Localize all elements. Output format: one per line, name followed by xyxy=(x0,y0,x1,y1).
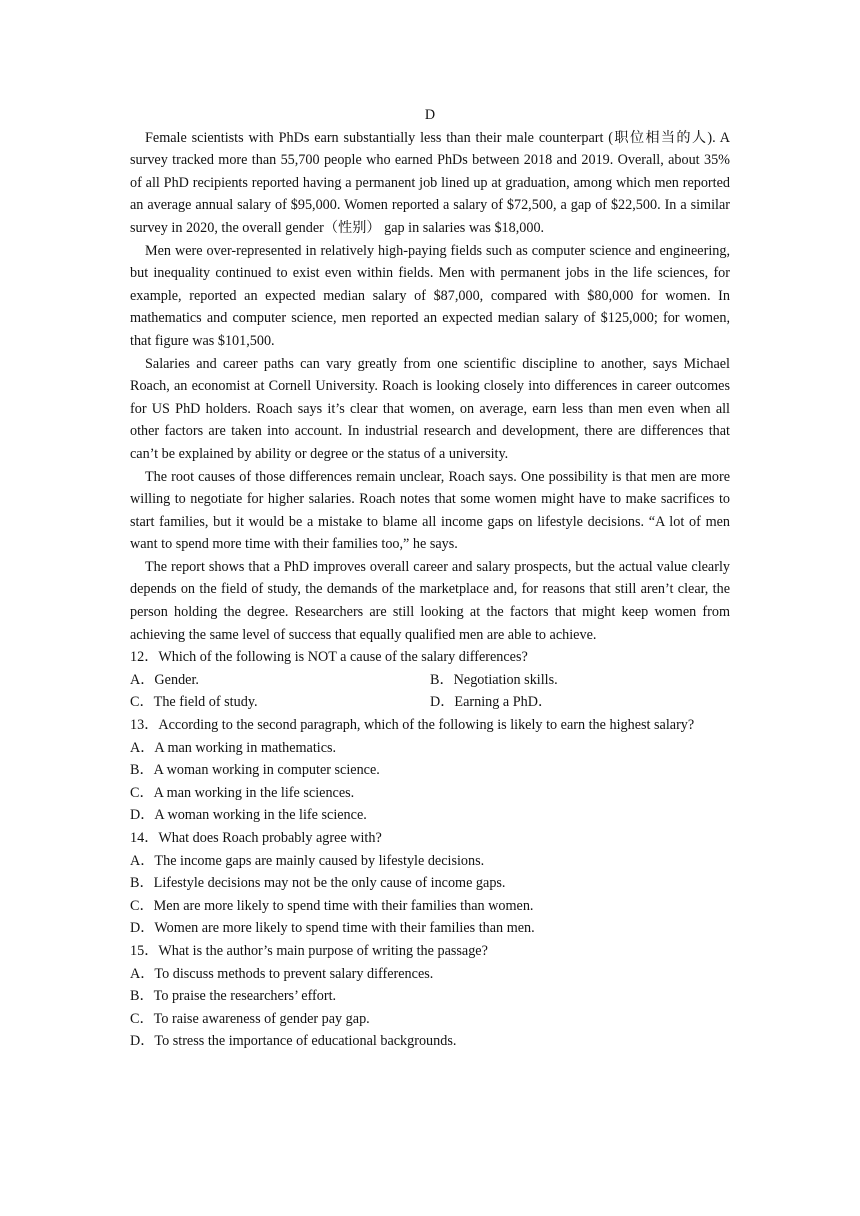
option-d: D．To stress the importance of educational backgrounds. xyxy=(130,1033,457,1050)
question-stem: 12．Which of the following is NOT a cause of the salary differences? xyxy=(130,649,528,666)
question-14 xyxy=(130,827,730,940)
option-d: D．Women are more likely to spend time with their families than men. xyxy=(130,920,535,937)
option-a: A．Gender. xyxy=(130,671,199,688)
option-b: B．Negotiation skills. xyxy=(430,671,558,688)
question-stem: 15．What is the author’s main purpose of writing the passage? xyxy=(130,942,488,959)
option-row xyxy=(130,691,730,714)
paragraph-2: Men were over-represented in relatively high-paying fields such as computer science and engineering, but inequality continued to exist even within fields. Men with permanent jobs in the life sciences, for example, reported an expected median salary of $87,000, compared with $80,000 for women. In mathematics and computer science, men reported an expected median salary of $125,000; for women, that figure was $101,500. xyxy=(130,242,730,349)
section-title: D xyxy=(424,107,436,123)
option-c: C．A man working in the life sciences. xyxy=(130,784,355,801)
option-row xyxy=(130,669,730,692)
option-a: A．A man working in mathematics. xyxy=(130,739,337,756)
option-d: D．Earning a PhD． xyxy=(430,694,553,711)
paragraph-5: The report shows that a PhD improves overall career and salary prospects, but the actual value clearly depends on the field of study, the demands of the marketplace and, for reasons that still aren’t clear, the person holding the degree. Researchers are still looking at the factors that might keep women from achieving the same level of success that equally qualified men are able to achieve. xyxy=(130,558,730,643)
option-c: C．The field of study. xyxy=(130,694,258,711)
option-a: A．To discuss methods to prevent salary differences. xyxy=(130,965,434,982)
option-a: A．The income gaps are mainly caused by lifestyle decisions. xyxy=(130,852,485,869)
document-page xyxy=(130,104,730,1053)
question-12 xyxy=(130,646,730,714)
option-c: C．To raise awareness of gender pay gap. xyxy=(130,1010,370,1027)
option-b: B．To praise the researchers’ effort. xyxy=(130,988,337,1005)
paragraph-4: The root causes of those differences remain unclear, Roach says. One possibility is that men are more willing to negotiate for higher salaries. Roach notes that some women might have to make sacrifices to start families, but it would be a mistake to blame all income gaps on lifestyle decisions. “A lot of men want to spend more time with their families too,” he says. xyxy=(130,468,730,553)
question-13 xyxy=(130,714,730,827)
option-d: D．A woman working in the life science. xyxy=(130,807,367,824)
question-stem: 13．According to the second paragraph, which of the following is likely to earn the highest salary? xyxy=(130,717,695,734)
question-stem: 14．What does Roach probably agree with? xyxy=(130,830,382,846)
option-b: B．A woman working in computer science. xyxy=(130,762,380,779)
question-15 xyxy=(130,940,730,1053)
paragraph-1: Female scientists with PhDs earn substantially less than their male counterpart (职位相当的人). A survey tracked more than 55,700 people who earned PhDs between 2018 and 2019. Overall, about 35% of all PhD recipients reported having a permanent job lined up at graduation, among which men reported an average annual salary of $95,000. Women reported a salary of $72,500, a gap of $22,500. In a similar survey in 2020, the overall gender（性别） gap in salaries was $18,000. xyxy=(130,129,730,236)
option-b: B．Lifestyle decisions may not be the only cause of income gaps. xyxy=(130,875,506,892)
paragraph-3: Salaries and career paths can vary greatly from one scientific discipline to another, says Michael Roach, an economist at Cornell University. Roach is looking closely into differences in career outcomes for US PhD holders. Roach says it’s clear that women, on average, earn less than men even when all other factors are taken into account. In industrial research and development, there are differences that can’t be explained by ability or degree or the status of a university. xyxy=(130,355,730,462)
option-c: C．Men are more likely to spend time with their families than women. xyxy=(130,897,534,914)
